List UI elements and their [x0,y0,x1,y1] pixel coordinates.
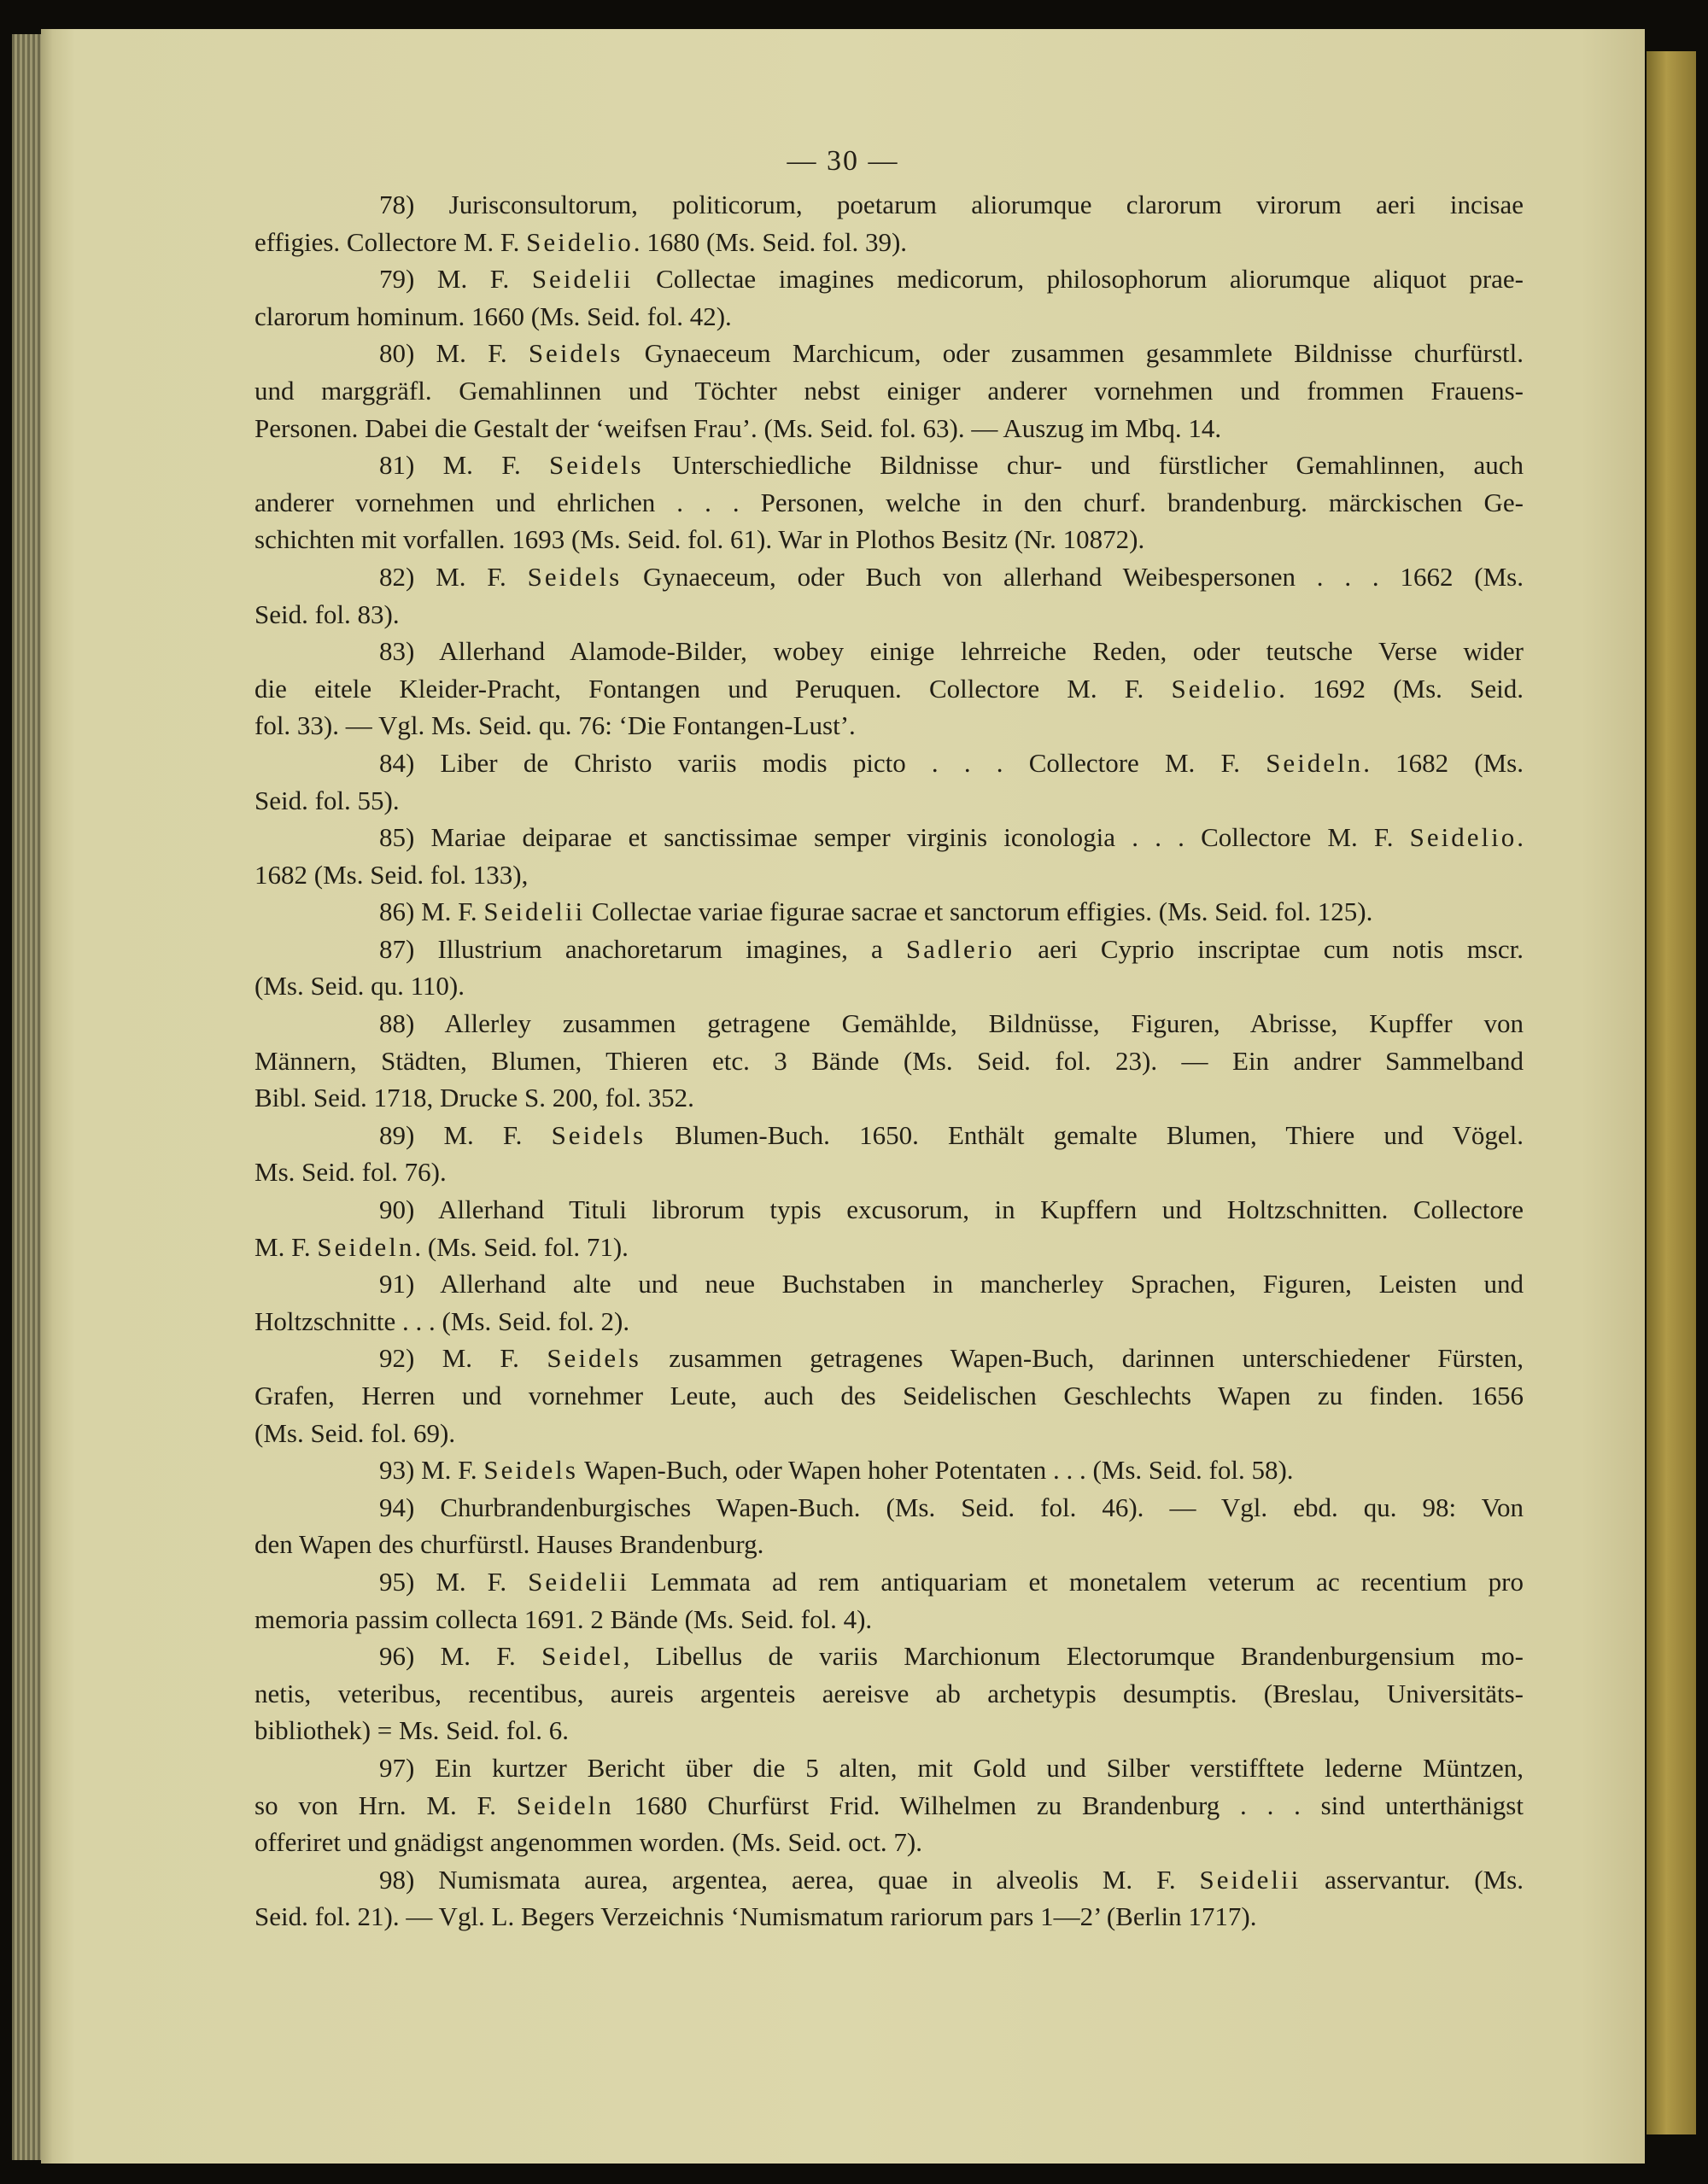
text-segment: 80) M. F. [379,338,529,369]
text-segment: aeri Cyprio inscriptae cum notis mscr. [1015,933,1524,964]
text-segment: 88) Allerley zusammen getragene Gemählde, Bildnüsse, Figuren, Abrisse, Kupffer von [379,1008,1524,1039]
text-segment: 90) Allerhand Tituli librorum typis excusorum, in Kupffern und Holtzschnitten. Collectore [379,1194,1524,1225]
text-line [254,1303,1524,1340]
text-segment: 82) M. F. [379,561,528,592]
text-segment: fol. 33). — Vgl. Ms. Seid. qu. 76: ‘Die Fontangen-Lust’. [254,710,856,741]
text-line [254,1861,1524,1899]
catalog-entry [254,1861,1524,1936]
text-line [254,1824,1524,1861]
text-line [254,260,1524,298]
catalog-entry [254,335,1524,447]
text-segment: Seid. fol. 83). [254,599,400,629]
text-line [254,1377,1524,1415]
text-line [254,856,1524,894]
spaced-name: Seidelii [1199,1864,1301,1895]
text-line [254,745,1524,782]
text-segment: 98) Numismata aurea, argentea, aerea, quae in alveolis M. F. [379,1864,1200,1895]
catalog-entry [254,1451,1524,1489]
text-segment: 91) Allerhand alte und neue Buchstaben in mancherley Sprachen, Figuren, Leisten und [379,1269,1524,1299]
text-segment: asservantur. (Ms. [1301,1864,1524,1895]
spaced-name: Seidelii [483,896,586,927]
text-segment: , Libellus de variis Marchionum Electorumque Brandenburgensium mo- [623,1641,1524,1672]
text-line [254,298,1524,336]
text-segment: M. F. [254,1231,318,1262]
text-line [254,447,1524,484]
text-line [254,1153,1524,1191]
text-line [254,707,1524,745]
text-segment: 1682 (Ms. Seid. fol. 133), [254,859,529,890]
text-line [254,521,1524,558]
text-segment: (Ms. Seid. fol. 69). [254,1417,456,1448]
text-segment: Unterschiedliche Bildnisse chur- und fürstlicher Gemahlinnen, auch [643,450,1524,481]
spaced-name: Seidels [528,338,623,369]
spaced-name: Seidels [549,450,644,481]
text-line [254,1489,1524,1527]
text-segment: Wapen-Buch, oder Wapen hoher Potentaten . . . (Ms. Seid. fol. 58). [577,1455,1294,1486]
spaced-name: Seidelio [1409,822,1518,853]
text-line [254,1712,1524,1749]
text-segment: . 1692 (Ms. Seid. [1278,673,1524,704]
text-segment: 85) Mariae deiparae et sanctissimae semper virginis iconologia . . . Collectore M. F. [379,822,1410,853]
spaced-name: Seideln [516,1790,614,1820]
text-line [254,186,1524,224]
catalog-entry [254,893,1524,931]
text-segment: 95) M. F. [379,1566,529,1597]
catalog-entry [254,1340,1524,1451]
catalog-entry [254,447,1524,558]
catalog-entry [254,186,1524,260]
text-segment: netis, veteribus, recentibus, aureis argenteis aereisve ab archetypis desumptis. (Breslau, Universitäts- [254,1678,1524,1708]
text-segment: bibliothek) = Ms. Seid. fol. 6. [254,1715,569,1746]
text-segment: Gynaeceum Marchicum, oder zusammen gesammlete Bildnisse churfürstl. [623,338,1524,369]
spaced-name: Seidel [541,1641,623,1672]
text-segment: Bibl. Seid. 1718, Drucke S. 200, fol. 352. [254,1083,694,1113]
text-segment: so von Hrn. M. F. [254,1790,517,1820]
text-segment: Männern, Städten, Blumen, Thieren etc. 3 Bände (Ms. Seid. fol. 23). — Ein andrer Sammelband [254,1045,1524,1076]
spaced-name: Seideln [1266,747,1364,778]
spaced-name: Sadlerio [905,933,1015,964]
text-segment: . [1517,822,1524,853]
spaced-name: Seidelii [528,1566,629,1597]
catalog-entry [254,931,1524,1005]
text-segment: zusammen getragenes Wapen-Buch, darinnen unterschiedener Fürsten, [640,1343,1524,1374]
text-segment: und marggräfl. Gemahlinnen und Töchter nebst einiger anderer vornehmen und frommen Frauens- [254,375,1524,406]
text-line [254,633,1524,670]
catalog-entries [254,186,1524,1936]
text-segment: . 1680 (Ms. Seid. fol. 39). [633,226,908,257]
text-line [254,1787,1524,1825]
text-line [254,1079,1524,1117]
text-line [254,1749,1524,1787]
text-segment: den Wapen des churfürstl. Hauses Brandenburg. [254,1529,764,1560]
text-line [254,1005,1524,1042]
catalog-entry [254,1638,1524,1749]
text-line [254,670,1524,708]
text-segment: 97) Ein kurtzer Bericht über die 5 alten, mit Gold und Silber verstifftete lederne Müntzen, [379,1752,1524,1783]
text-segment: . (Ms. Seid. fol. 71). [414,1231,629,1262]
text-line [254,819,1524,856]
text-line [254,1229,1524,1266]
text-segment: Personen. Dabei die Gestalt der ‘weifsen Frau’. (Ms. Seid. fol. 63). — Auszug im Mbq. 14. [254,412,1222,443]
text-line [254,1526,1524,1563]
text-line [254,1601,1524,1638]
text-line [254,484,1524,522]
text-segment: offeriret und gnädigst angenommen worden. (Ms. Seid. oct. 7). [254,1827,923,1858]
text-segment: . 1682 (Ms. [1363,747,1524,778]
catalog-entry [254,558,1524,633]
text-segment: Blumen-Buch. 1650. Enthält gemalte Blumen, Thiere und Vögel. [646,1119,1524,1150]
text-segment: Seid. fol. 55). [254,785,400,815]
spaced-name: Seidelio [526,226,634,257]
catalog-entry [254,1191,1524,1265]
spaced-name: Seidels [483,1455,578,1486]
text-segment: effigies. Collectore M. F. [254,226,527,257]
text-segment: Collectae imagines medicorum, philosophorum aliorumque aliquot prae- [633,264,1524,295]
text-line [254,1675,1524,1713]
text-segment: 94) Churbrandenburgisches Wapen-Buch. (Ms. Seid. fol. 46). — Vgl. ebd. qu. 98: Von [379,1492,1524,1522]
text-line [254,1563,1524,1601]
text-segment: anderer vornehmen und ehrlichen . . . Personen, welche in den churf. brandenburg. märckischen Ge- [254,487,1524,517]
spaced-name: Seidels [547,1343,641,1374]
text-segment: 83) Allerhand Alamode-Bilder, wobey einige lehrreiche Reden, oder teutsche Verse wider [379,636,1524,667]
text-line [254,410,1524,447]
text-line [254,596,1524,634]
text-segment: 84) Liber de Christo variis modis picto . . . Collectore M. F. [379,747,1266,778]
text-line [254,372,1524,410]
text-segment: Ms. Seid. fol. 76). [254,1157,447,1188]
catalog-entry [254,260,1524,335]
text-line [254,335,1524,372]
text-line [254,1898,1524,1936]
catalog-entry [254,1005,1524,1117]
text-line [254,931,1524,968]
catalog-entry [254,1563,1524,1638]
text-segment: 87) Illustrium anachoretarum imagines, a [379,933,906,964]
text-line [254,1117,1524,1154]
catalog-entry [254,1265,1524,1340]
text-segment: Grafen, Herren und vornehmer Leute, auch des Seidelischen Geschlechts Wapen zu finden. 1656 [254,1381,1524,1410]
text-segment: (Ms. Seid. qu. 110). [254,971,465,1001]
text-line [254,1451,1524,1489]
text-segment: 86) M. F. [379,896,484,927]
spaced-name: Seideln [317,1231,415,1262]
text-segment: 93) M. F. [379,1455,484,1486]
text-segment: Holtzschnitte . . . (Ms. Seid. fol. 2). [254,1305,630,1336]
text-segment: 79) M. F. [379,264,532,295]
text-line [254,1638,1524,1675]
text-line [254,893,1524,931]
text-segment: Lemmata ad rem antiquariam et monetalem veterum ac recentium pro [629,1566,1524,1597]
catalog-entry [254,1117,1524,1191]
text-line [254,1265,1524,1303]
catalog-entry [254,1749,1524,1861]
spaced-name: Seidels [551,1119,646,1150]
text-line [254,1042,1524,1080]
spaced-name: Seidelio [1171,673,1279,704]
catalog-entry [254,1489,1524,1563]
text-segment: Seid. fol. 21). — Vgl. L. Begers Verzeichnis ‘Numismatum rariorum pars 1—2’ (Berlin 1717). [254,1901,1257,1932]
text-line [254,558,1524,596]
text-line [254,1340,1524,1377]
text-segment: 89) M. F. [379,1119,552,1150]
spaced-name: Seidels [527,561,623,592]
spaced-name: Seidelii [531,264,634,295]
text-segment: memoria passim collecta 1691. 2 Bände (Ms. Seid. fol. 4). [254,1603,873,1634]
text-segment: 1680 Churfürst Frid. Wilhelmen zu Brandenburg . . . sind unterthänigst [613,1790,1524,1820]
text-line [254,1191,1524,1229]
text-segment: Collectae variae figurae sacrae et sanctorum effigies. (Ms. Seid. fol. 125). [585,896,1373,927]
text-segment: 96) M. F. [379,1641,542,1672]
page-number: — 30 — [787,145,899,177]
catalog-entry [254,633,1524,745]
text-line [254,967,1524,1005]
text-segment: Gynaeceum, oder Buch von allerhand Weibespersonen . . . 1662 (Ms. [622,561,1524,592]
text-segment: 92) M. F. [379,1343,547,1374]
catalog-entry [254,745,1524,819]
text-line [254,782,1524,820]
text-segment: 78) Jurisconsultorum, politicorum, poetarum aliorumque clarorum virorum aeri incisae [379,190,1524,219]
text-segment: schichten mit vorfallen. 1693 (Ms. Seid. fol. 61). War in Plothos Besitz (Nr. 10872). [254,524,1145,555]
text-segment: clarorum hominum. 1660 (Ms. Seid. fol. 42). [254,301,732,331]
text-line [254,1415,1524,1452]
text-segment: die eitele Kleider-Pracht, Fontangen und Peruquen. Collectore M. F. [254,673,1172,704]
text-line [254,224,1524,261]
text-segment: 81) M. F. [379,450,550,481]
facing-page-edge [1647,51,1696,2134]
catalog-entry [254,819,1524,893]
